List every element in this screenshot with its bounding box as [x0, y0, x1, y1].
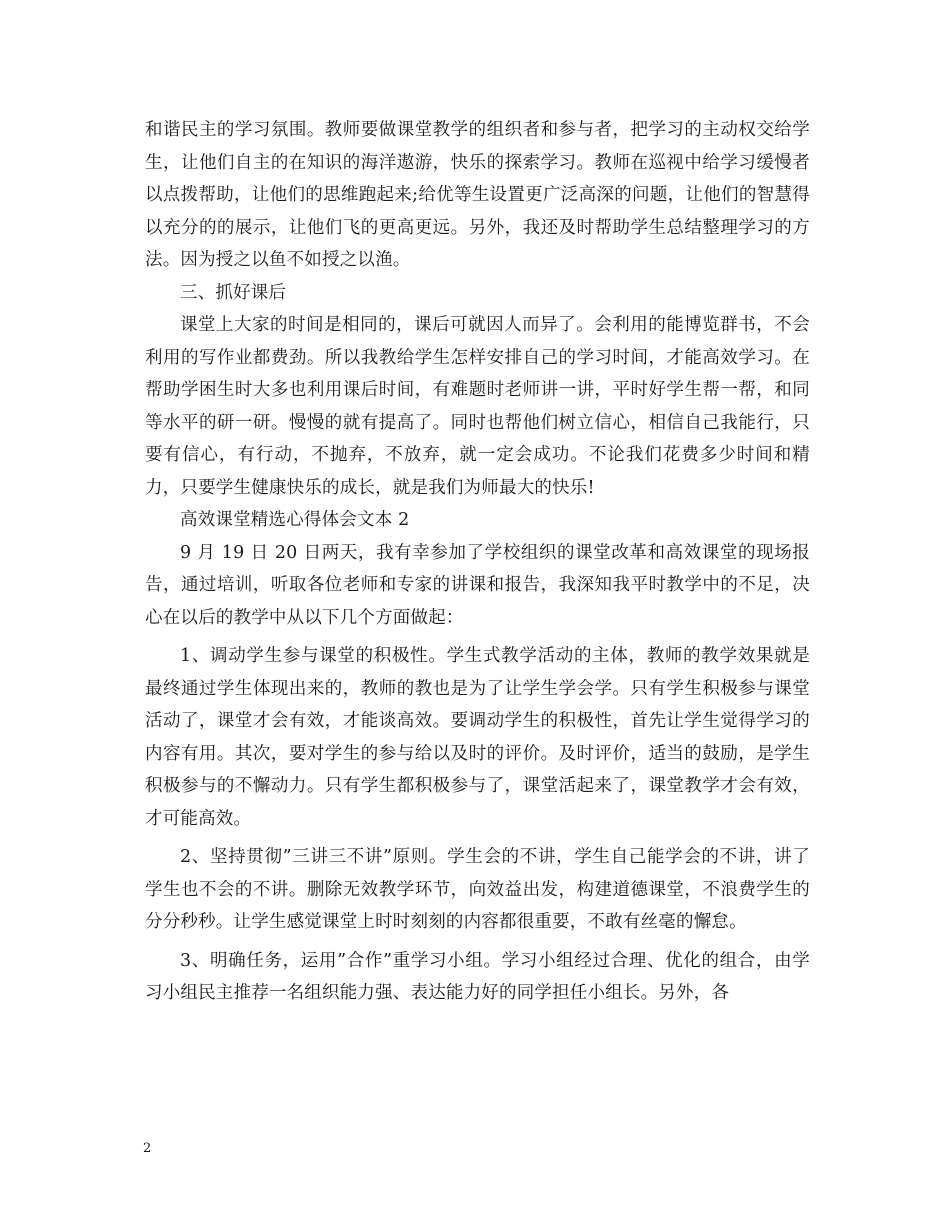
- paragraph-after-class: 课堂上大家的时间是相同的，课后可就因人而异了。会利用的能博览群书，不会利用的写作业都费劲。所以我教给学生怎样安排自己的学习时间，才能高效学习。在帮助学困生时大多也利用课后时间，有难题时老师讲一讲，平时好学生帮一帮，和同等水平的研一研。慢慢的就有提高了。同时也帮他们树立信心，相信自己我能行，只要有信心，有行动，不抛弃，不放弃，就一定会成功。不论我们花费多少时间和精力，只要学生健康快乐的成长，就是我们为师最大的快乐!: [145, 315, 810, 498]
- paragraph-intro: 9 月 19 日 20 日两天，我有幸参加了学校组织的课堂改革和高效课堂的现场报告，通过培训，听取各位老师和专家的讲课和报告，我深知我平时教学中的不足，决心在以后的教学中从以下几个方面做起：: [145, 542, 810, 628]
- page-number: 2: [143, 1141, 152, 1156]
- paragraph-point-2: 2、坚持贯彻”三讲三不讲”原则。学生会的不讲，学生自己能学会的不讲，讲了学生也不会的不讲。删除无效教学环节，向效益出发，构建道德课堂，不浪费学生的分分秒秒。让学生感觉课堂上时时刻刻的内容都很重要，不敢有丝毫的懈怠。: [145, 847, 810, 932]
- document-subtitle: 高效课堂精选心得体会文本 2: [180, 510, 410, 530]
- paragraph-point-1: 1、调动学生参与课堂的积极性。学生式教学活动的主体，教师的教学效果就是最终通过学生体现出来的，教师的教也是为了让学生学会学。只有学生积极参与课堂活动了，课堂才会有效，才能谈高效。要调动学生的积极性，首先让学生觉得学习的内容有用。其次，要对学生的参与给以及时的评价。及时评价，适当的鼓励，是学生积极参与的不懈动力。只有学生都积极参与了，课堂活起来了，课堂教学才会有效，才可能高效。: [145, 646, 810, 829]
- document-body: [145, 114, 810, 1010]
- paragraph-point-3: 3、明确任务，运用”合作”重学习小组。学习小组经过合理、优化的组合，由学习小组民主推荐一名组织能力强、表达能力好的同学担任小组长。另外，各: [145, 950, 810, 1003]
- section-heading-after-class: 三、抓好课后: [180, 282, 287, 303]
- paragraph-continuation: 和谐民主的学习氛围。教师要做课堂教学的组织者和参与者，把学习的主动权交给学生，让他们自主的在知识的海洋遨游，快乐的探索学习。教师在巡视中给学习缓慢者以点拨帮助，让他们的思维跑起来;给优等生设置更广泛高深的问题，让他们的智慧得以充分的的展示，让他们飞的更高更远。另外，我还及时帮助学生总结整理学习的方法。因为授之以鱼不如授之以渔。: [145, 120, 810, 270]
